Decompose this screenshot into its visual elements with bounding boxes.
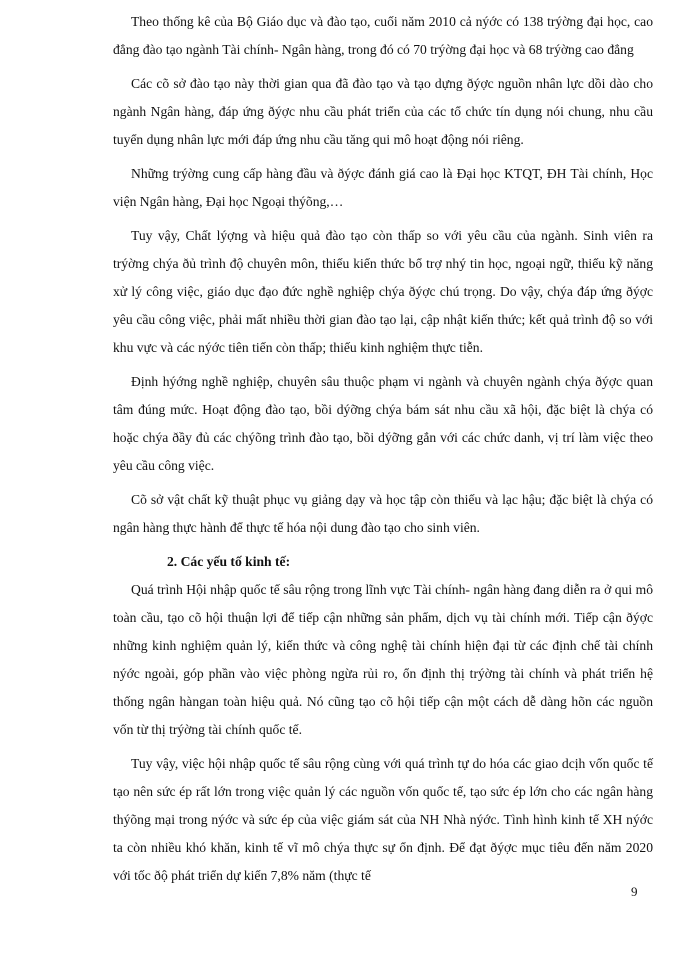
paragraph-international-integration: Quá trình Hội nhập quốc tế sâu rộng trong lĩnh vực Tài chính- ngân hàng đang diễn ra ở qui mô toàn cầu, tạo cõ hội thuận lợi để tiếp cận những sản phẩm, dịch vụ tài chính mới. Tiếp cận ðýợc những kinh nghiệm quản lý, kiến thức và công nghệ tài chính hiện đại từ các định chế tài chính nýớc ngoài, góp phần vào việc phòng ngừa rủi ro, ổn định thị trýờng tài chính và phát triển hệ thống ngân hàngan toàn hiệu quả. Nó cũng tạo cõ hội tiếp cận một cách dễ dàng hõn các nguồn vốn từ thị trýờng tài chính quốc tế. [113, 582, 653, 737]
page-number: 9 [631, 884, 638, 899]
paragraph-career-orientation: Định hýớng nghề nghiệp, chuyên sâu thuộc phạm vi ngành và chuyên ngành chýa ðýợc quan tâm đúng mức. Hoạt động đào tạo, bồi dýỡng chýa bám sát nhu cầu xã hội, đặc biệt là chýa có hoặc chýa ðầy đủ các chýõng trình đào tạo, bồi dýỡng gắn với các chức danh, vị trí làm việc theo yêu cầu công việc. [113, 374, 653, 473]
paragraph-leading-schools: Những trýờng cung cấp hàng đầu và ðýợc đánh giá cao là Đại học KTQT, ĐH Tài chính, Học viện Ngân hàng, Đại học Ngoại thýõng,… [113, 166, 653, 209]
paragraph-training-quality: Tuy vậy, Chất lýợng và hiệu quả đào tạo còn thấp so với yêu cầu của ngành. Sinh viên ra trýờng chýa ðủ trình độ chuyên môn, thiếu kiến thức bổ trợ nhý tin học, ngoại ngữ, thiếu kỹ năng xử lý công việc, giáo dục đạo đức nghề nghiệp chýa ðýợc chú trọng. Do vậy, chýa đáp ứng ðýợc yêu cầu công việc, phải mất nhiều thời gian đào tạo lại, cập nhật kiến thức; kết quả trình độ so với khu vực và các nýớc tiên tiến còn thấp; thiếu kinh nghiệm thực tiễn. [113, 228, 653, 355]
paragraph-training-statistics: Theo thống kê của Bộ Giáo dục và đào tạo, cuối năm 2010 cả nýớc có 138 trýờng đại học, cao đẳng đào tạo ngành Tài chính- Ngân hàng, trong đó có 70 trýờng đại học và 68 trýờng cao đẳng [113, 14, 653, 57]
section-heading-economic-factors: 2. Các yếu tố kinh tế: [167, 554, 291, 569]
paragraph-integration-pressure: Tuy vậy, việc hội nhập quốc tế sâu rộng cùng với quá trình tự do hóa các giao dcịh vốn quốc tế tạo nên sức ép rất lớn trong việc quản lý các nguồn vốn quốc tế, tạo sức ép lớn cho các ngân hàng thýõng mại trong nýớc và sức ép của việc giám sát của NH Nhà nýớc. Tình hình kinh tế XH nýớc ta còn nhiều khó khăn, kinh tế vĩ mô chýa thực sự ổn định. Để đạt ðýợc mục tiêu đến năm 2020 với tốc ðộ phát triển dự kiến 7,8% năm (thực tế [113, 756, 653, 883]
paragraph-training-institutions: Các cõ sở đào tạo này thời gian qua đã đào tạo và tạo dựng ðýợc nguồn nhân lực dồi dào cho ngành Ngân hàng, đáp ứng ðýợc nhu cầu phát triển của các tổ chức tín dụng nói chung, nhu cầu tuyển dụng nhân lực mới đáp ứng nhu cầu tăng qui mô hoạt động nói riêng. [113, 76, 653, 147]
paragraph-facilities: Cõ sở vật chất kỹ thuật phục vụ giảng dạy và học tập còn thiếu và lạc hậu; đặc biệt là chýa có ngân hàng thực hành để thực tế hóa nội dung đào tạo cho sinh viên. [113, 492, 653, 535]
page-body [113, 8, 653, 896]
